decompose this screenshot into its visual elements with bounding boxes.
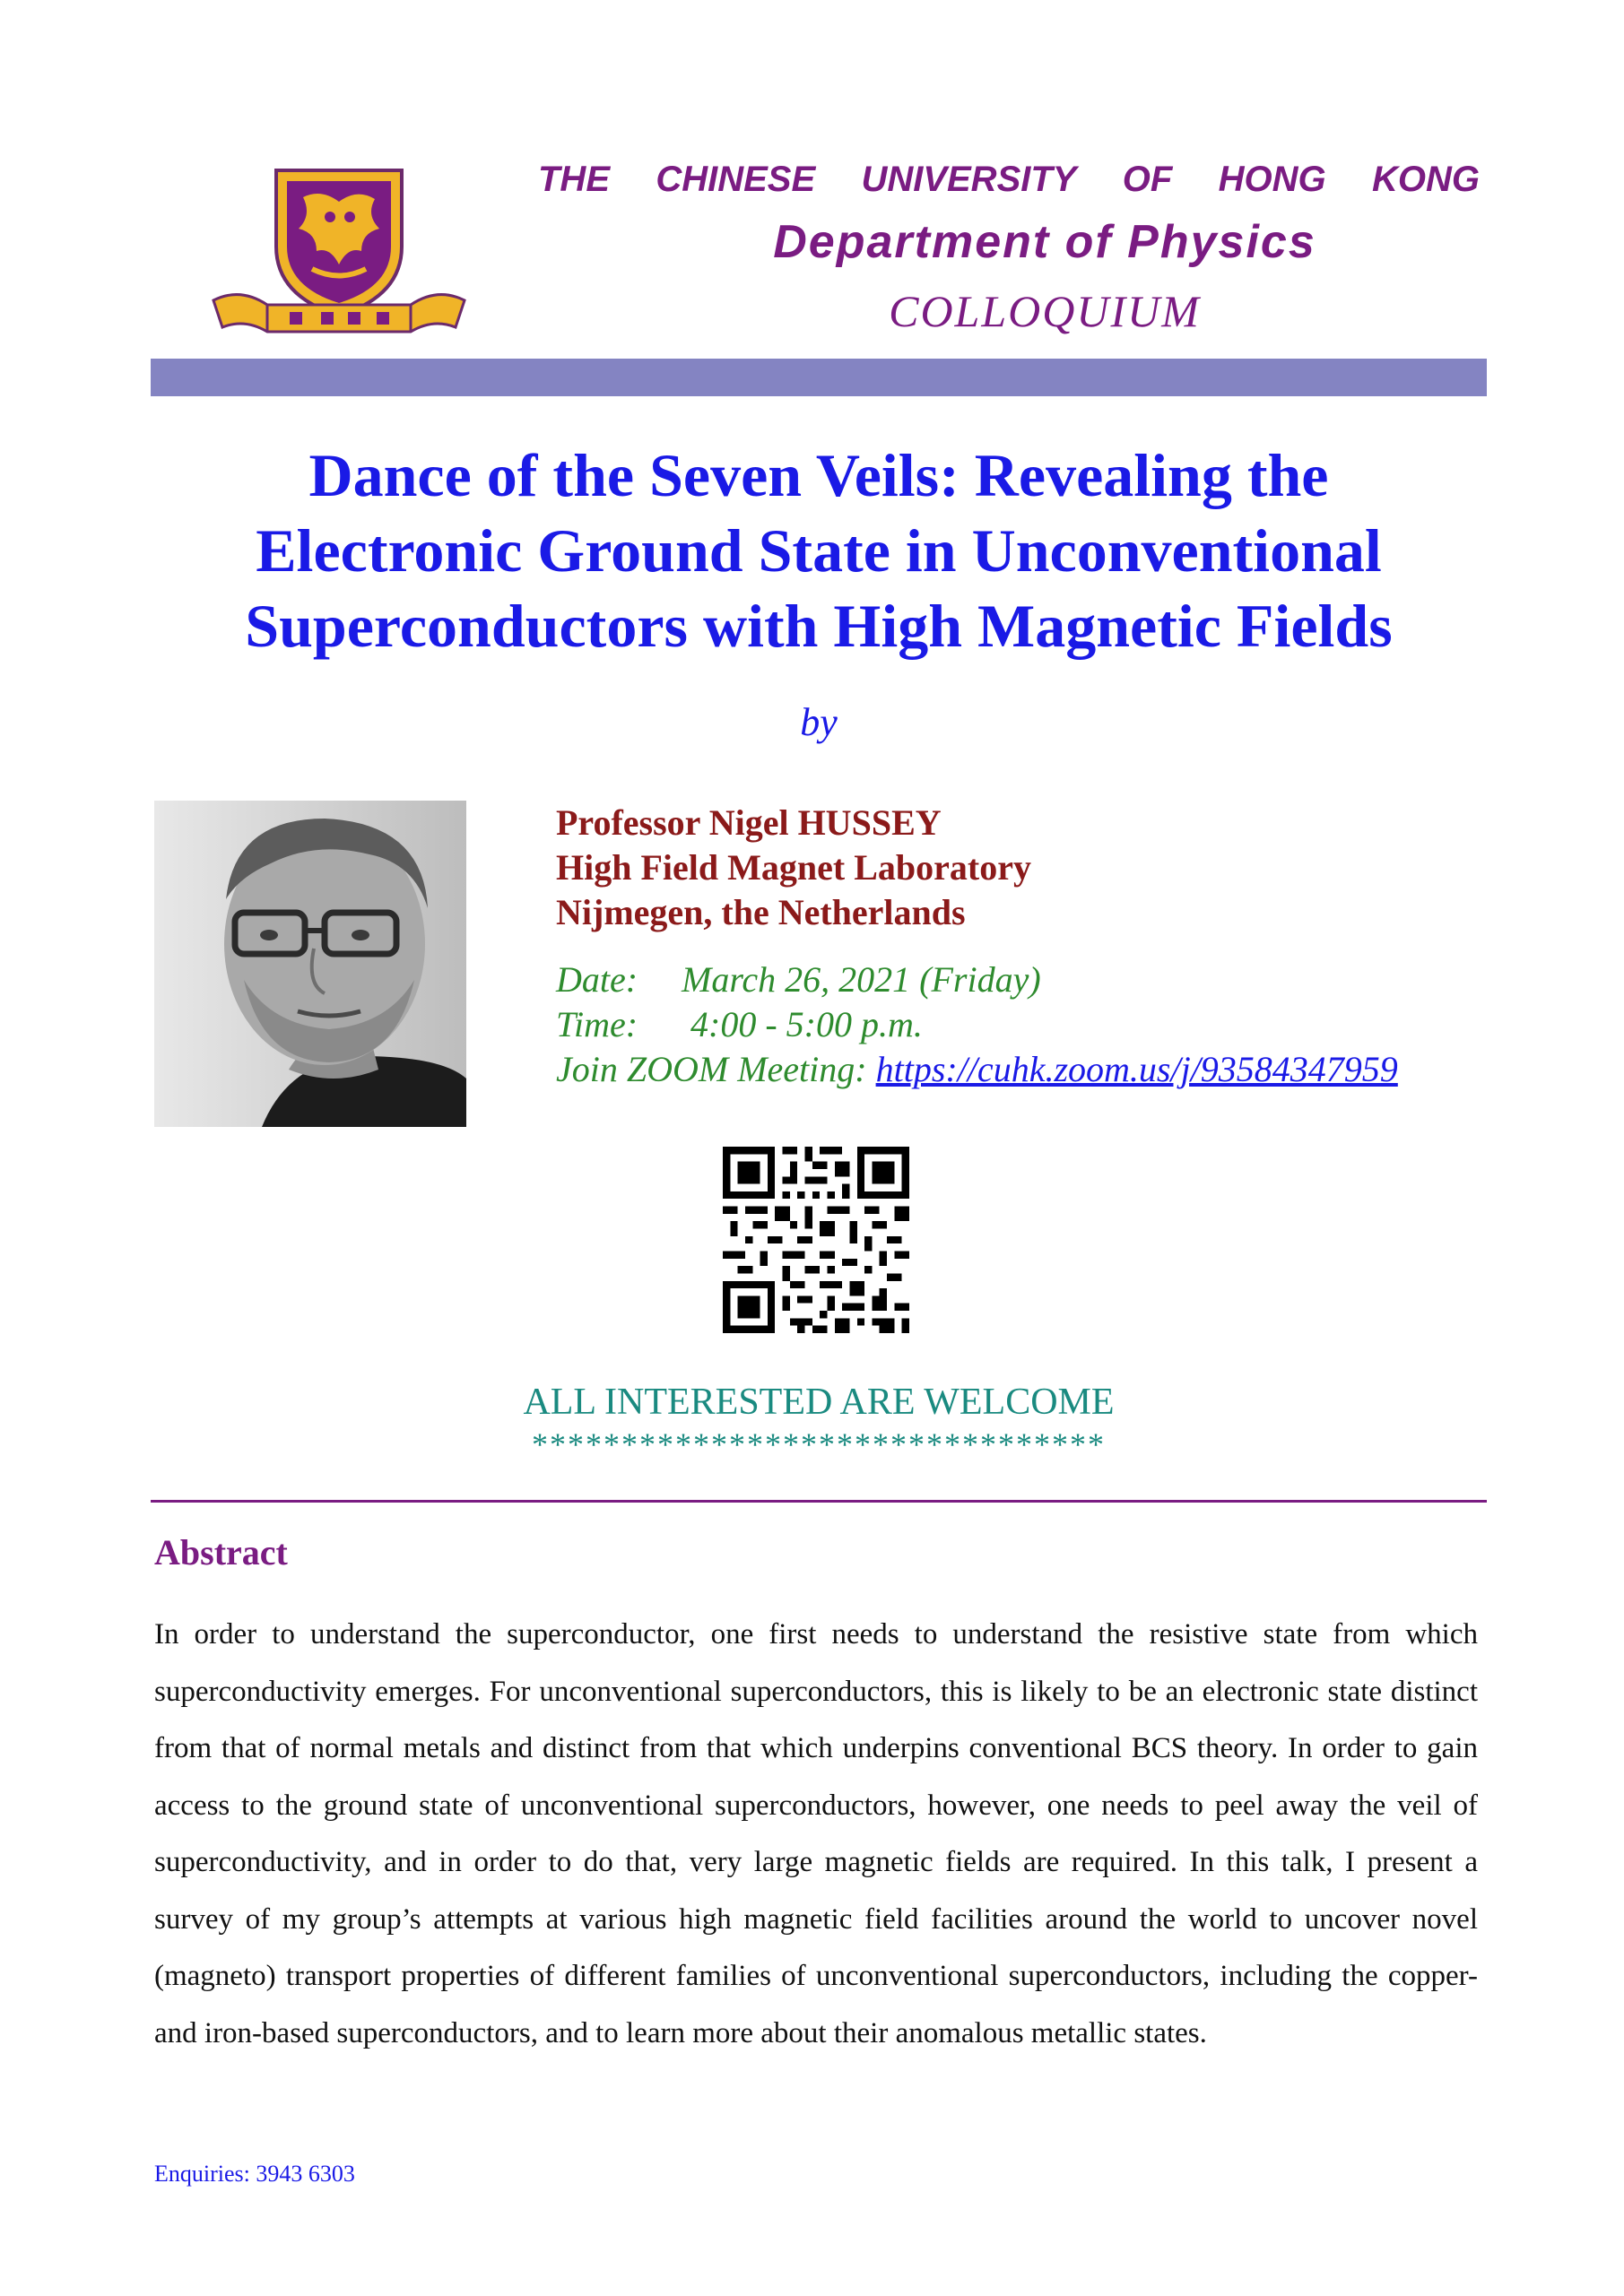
event-type: COLLOQUIUM <box>889 286 1201 336</box>
stars-divider: ******************************** <box>532 1426 1106 1462</box>
date-value: March 26, 2021 (Friday) <box>682 959 1041 1000</box>
talk-title-line: Electronic Ground State in Unconventional <box>256 516 1382 585</box>
event-details <box>556 957 1542 1092</box>
talk-title-line: Dance of the Seven Veils: Revealing the <box>308 441 1329 509</box>
abstract-body: In order to understand the superconductor, one first needs to understand the resistive state from which superconductivity emerges. For unconventional superconductors, this is likely to be an electronic state distinct from that of normal metals and distinct from that which underpins conventional BCS theory. In order to gain access to the ground state of unconventional superconductors, however, one needs to peel away the veil of superconductivity, and in order to do that, very large magnetic fields are required. In this talk, I present a survey of my group’s attempts at various high magnetic field facilities around the world to uncover novel (magneto) transport properties of different families of unconventional superconductors, including the copper- and iron-based superconductors, and to learn more about their anomalous metallic states. <box>154 1618 1478 2049</box>
time-label: Time: <box>556 1004 638 1044</box>
university-name <box>538 154 1480 204</box>
university-word: THE <box>538 159 610 199</box>
talk-title-line: Superconductors with High Magnetic Fields <box>245 592 1393 660</box>
by-label: by <box>800 700 838 744</box>
abstract-heading: Abstract <box>154 1532 288 1573</box>
date-row <box>556 957 1542 1002</box>
enquiries-text: Enquiries: 3943 6303 <box>154 2161 355 2187</box>
university-word: HONG <box>1218 159 1326 199</box>
university-word: KONG <box>1371 159 1480 199</box>
date-label: Date: <box>556 959 638 1000</box>
section-divider <box>151 1500 1487 1503</box>
qr-code-icon[interactable] <box>723 1146 909 1334</box>
speaker-affiliation: High Field Magnet Laboratory <box>556 847 1031 888</box>
university-word: OF <box>1122 159 1173 199</box>
university-word: UNIVERSITY <box>861 159 1077 199</box>
speaker-location: Nijmegen, the Netherlands <box>556 892 966 932</box>
department-name: Department of Physics <box>773 216 1316 268</box>
talk-title <box>151 438 1487 663</box>
university-word: CHINESE <box>656 159 816 199</box>
speaker-photo <box>154 801 466 1127</box>
welcome-text: ALL INTERESTED ARE WELCOME <box>523 1382 1115 1423</box>
zoom-label: Join ZOOM Meeting: <box>556 1049 867 1089</box>
time-row <box>556 1002 1542 1047</box>
speaker-name: Professor Nigel HUSSEY <box>556 802 942 843</box>
time-value: 4:00 - 5:00 p.m. <box>690 1004 923 1044</box>
speaker-block <box>556 801 1507 935</box>
header-divider-bar <box>151 359 1487 396</box>
zoom-row <box>556 1047 1542 1092</box>
cuhk-crest-icon <box>204 161 473 341</box>
zoom-meeting-link[interactable]: https://cuhk.zoom.us/j/93584347959 <box>875 1049 1398 1089</box>
